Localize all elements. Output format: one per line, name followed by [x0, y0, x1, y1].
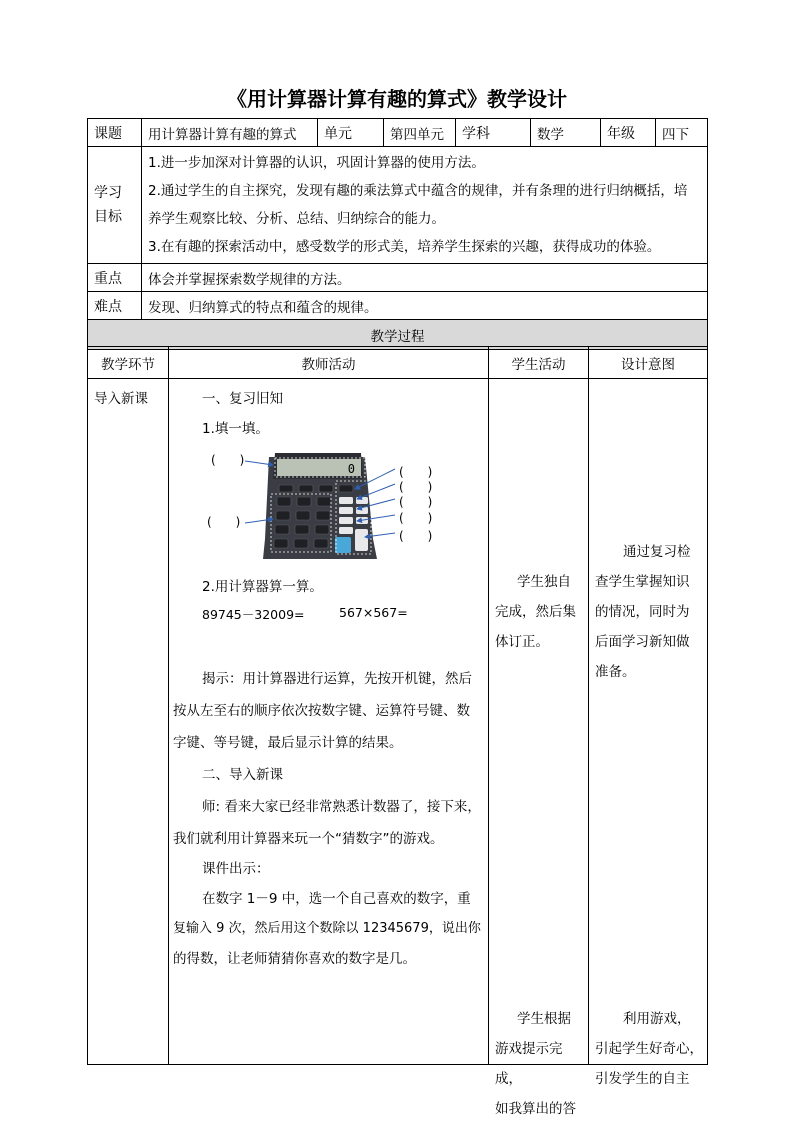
student-activity-1: [495, 567, 587, 657]
reveal-line-1: 揭示：用计算器进行运算，先按开机键，然后: [202, 671, 472, 687]
stage-cell: [88, 379, 169, 1065]
subject-value: 数学: [531, 119, 601, 147]
key-value: 体会并掌握探索数学规律的方法。: [142, 264, 708, 292]
calculator-equals-key: [335, 537, 351, 553]
student-activity-2: [495, 1004, 587, 1124]
intent-1-line-4: 后面学习新知做: [595, 634, 690, 650]
fill-in-prompt: 1.填一填。: [202, 421, 269, 437]
calculator-plus-key: [355, 529, 368, 551]
blank-key-4: ( ): [399, 511, 433, 525]
goals-content: [142, 147, 708, 264]
student-1-line-2: 完成，然后集: [495, 604, 576, 620]
process-section-title: 教学过程: [88, 320, 708, 350]
topic-value: 用计算器计算有趣的算式: [142, 119, 318, 147]
intent-1-line-1: 通过复习检: [623, 544, 691, 560]
goal-line: 1.进一步加深对计算器的认识，巩固计算器的使用方法。: [148, 155, 485, 171]
goal-line: 养学生观察比较、分析、总结、归纳综合的能力。: [148, 211, 445, 227]
grade-label: 年级: [601, 119, 656, 147]
review-heading: 一、复习旧知: [202, 391, 283, 407]
teacher-talk-1: 师: 看来大家已经非常熟悉计数器了，接下来，: [202, 799, 481, 815]
grade-value: 四下: [656, 119, 708, 147]
calculator-image: [205, 449, 455, 565]
header-stage: 教学环节: [88, 347, 169, 379]
design-intent-2: [595, 1004, 707, 1094]
student-2-line-2: 游戏提示完成，: [495, 1041, 563, 1087]
student-1-line-3: 体订正。: [495, 634, 549, 650]
calculator-display-digit: 0: [347, 462, 355, 476]
document-title: 《用计算器计算有趣的算式》教学设计: [227, 87, 567, 111]
intent-2-line-2: 引起学生好奇心，: [595, 1041, 703, 1057]
expression-1: 89745－32009=: [202, 607, 305, 622]
intent-2-line-3: 引发学生的自主: [595, 1071, 690, 1087]
info-table: [87, 118, 708, 350]
intent-2-line-1: 利用游戏，: [623, 1011, 691, 1027]
calculator-figure: [205, 449, 455, 565]
difficulty-label: 难点: [88, 292, 142, 320]
unit-label: 单元: [318, 119, 384, 147]
subject-label: 学科: [456, 119, 531, 147]
design-intent-1: [595, 537, 707, 687]
intent-1-line-5: 准备。: [595, 664, 636, 680]
calculate-prompt: 2.用计算器算一算。: [202, 579, 323, 595]
student-1-line-1: 学生独自: [517, 574, 571, 590]
student-2-line-3: 如我算出的答: [495, 1101, 576, 1117]
unit-value: 第四单元: [384, 119, 456, 147]
intent-1-line-2: 查学生掌握知识: [595, 574, 690, 590]
goal-line: 3.在有趣的探索活动中，感受数学的形式美，培养学生探索的兴趣，获得成功的体验。: [148, 239, 661, 255]
game-line-2: 复输入 9 次，然后用这个数除以 12345679，说出你: [173, 921, 481, 936]
intro-heading: 二、导入新课: [202, 767, 283, 783]
blank-key-5: ( ): [399, 529, 433, 543]
goals-label-line-2: 目标: [94, 209, 122, 225]
goals-label-line-1: 学习: [94, 185, 122, 201]
teacher-talk-2: 我们就利用计算器来玩一个“猜数字”的游戏。: [173, 831, 444, 847]
courseware-label: 课件出示：: [202, 861, 270, 877]
blank-display: ( ): [211, 453, 245, 467]
key-label: 重点: [88, 264, 142, 292]
reveal-line-2: 按从左至右的顺序依次按数字键、运算符号键、数: [173, 703, 470, 719]
difficulty-value: 发现、归纳算式的特点和蕴含的规律。: [142, 292, 708, 320]
design-intent-cell: [589, 379, 708, 1087]
expression-2: 567×567=: [339, 605, 408, 620]
stage-label: 导入新课: [94, 391, 148, 407]
blank-number-keys: ( ): [207, 515, 241, 529]
blank-key-2: ( ): [399, 480, 433, 494]
blank-key-1: ( ): [399, 465, 433, 479]
header-intent: 设计意图: [589, 347, 708, 379]
goal-line: 2.通过学生的自主探究，发现有趣的乘法算式中蕴含的规律，并有条理的进行归纳概括，培: [148, 183, 688, 199]
header-teacher: 教师活动: [169, 347, 489, 379]
header-student: 学生活动: [489, 347, 589, 379]
topic-label: 课题: [88, 119, 142, 147]
teacher-activity-cell: [169, 379, 489, 1065]
intent-1-line-3: 的情况，同时为: [595, 604, 690, 620]
goals-label: [88, 147, 142, 264]
process-table: [87, 346, 708, 1117]
game-line-3: 的得数，让老师猜猜你喜欢的数字是几。: [173, 951, 416, 967]
reveal-line-3: 字键、等号键，最后显示计算的结果。: [173, 735, 403, 751]
blank-key-3: ( ): [399, 495, 433, 509]
student-activity-cell: [489, 379, 589, 1117]
student-2-line-1: 学生根据: [517, 1011, 571, 1027]
game-line-1: 在数字 1－9 中，选一个自己喜欢的数字，重: [202, 891, 471, 907]
